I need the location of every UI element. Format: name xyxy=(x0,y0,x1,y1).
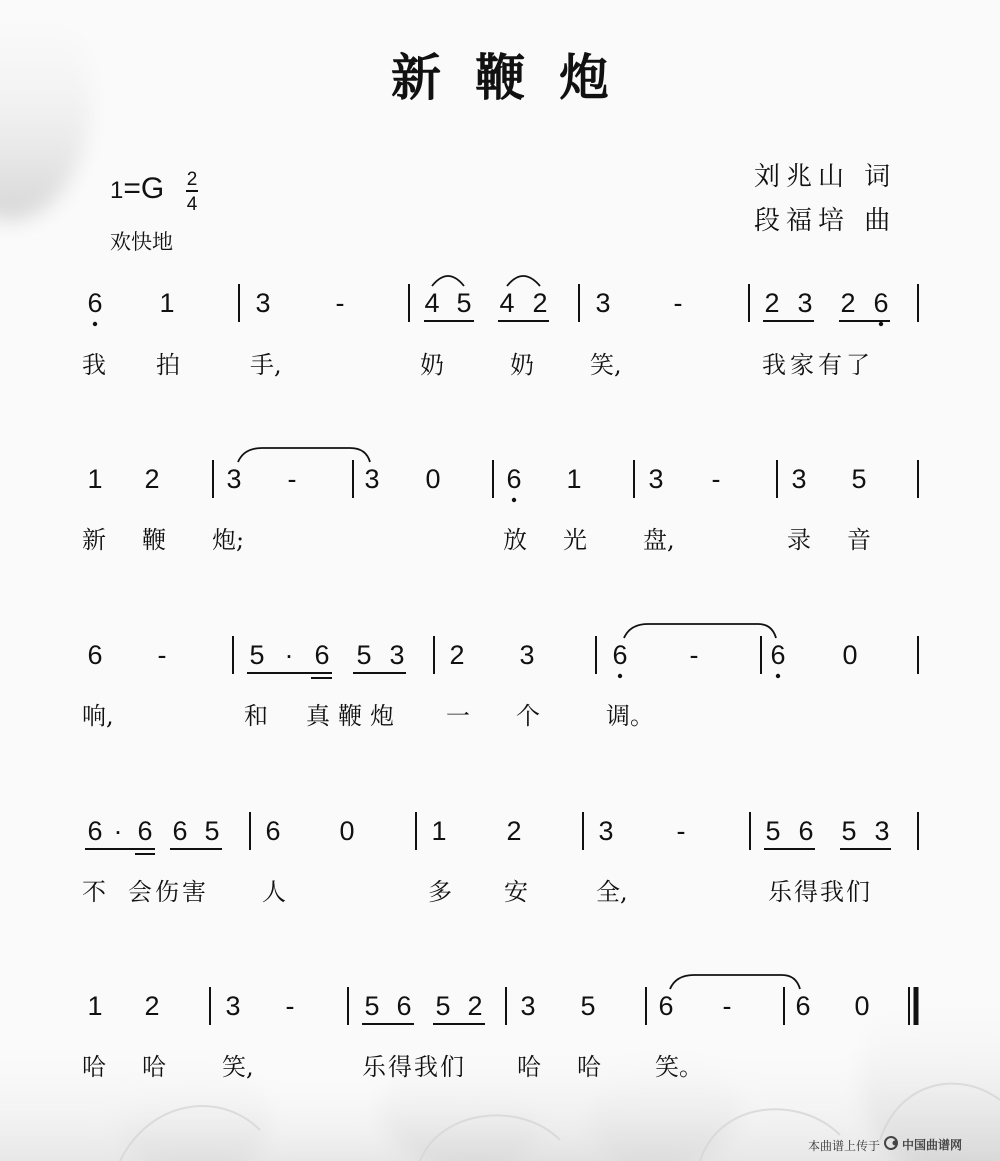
low-octave-dot xyxy=(93,322,97,326)
tie xyxy=(670,975,800,989)
note: 6 xyxy=(314,640,330,670)
note: 1 xyxy=(431,816,447,846)
lyric: 哈 xyxy=(577,1053,601,1081)
note: 3 xyxy=(598,816,614,846)
low-octave-dot xyxy=(776,674,780,678)
score-line-3 xyxy=(87,624,918,678)
lyric: 哈 xyxy=(142,1053,166,1081)
dot-mark: · xyxy=(113,816,123,846)
footer-site-name[interactable]: 中国曲谱网 xyxy=(902,1138,963,1152)
lyric: 奶 xyxy=(510,351,534,379)
score-line-2 xyxy=(87,448,918,502)
note: 2 xyxy=(144,991,160,1021)
note: 2 xyxy=(449,640,465,670)
lyric: 响, xyxy=(82,702,114,730)
dash: - xyxy=(157,640,167,670)
note: 3 xyxy=(520,991,536,1021)
dash: - xyxy=(287,464,297,494)
tie xyxy=(624,624,776,638)
note: 3 xyxy=(389,640,405,670)
lyric: 真鞭炮 xyxy=(306,702,402,730)
low-octave-dot xyxy=(512,498,516,502)
time-signature-bottom: 4 xyxy=(186,194,198,215)
dash: - xyxy=(722,991,732,1021)
score-line-4 xyxy=(85,812,918,854)
note: 6 xyxy=(87,288,103,318)
lyric: 录 xyxy=(787,526,811,554)
note: 1 xyxy=(87,464,103,494)
note: 1 xyxy=(566,464,582,494)
note: 6 xyxy=(795,991,811,1021)
note: 6 xyxy=(658,991,674,1021)
lyric: 一 xyxy=(446,702,470,730)
tempo-marking: 欢快地 xyxy=(110,230,173,254)
note: 4 xyxy=(424,288,440,318)
dash: - xyxy=(711,464,721,494)
lyric: 全, xyxy=(596,878,628,906)
note: 5 xyxy=(580,991,596,1021)
key-tonic-number: 1 xyxy=(110,177,124,204)
note: 3 xyxy=(364,464,380,494)
note: 2 xyxy=(467,991,483,1021)
note: 3 xyxy=(225,991,241,1021)
lyric: 笑。 xyxy=(655,1053,703,1081)
lyric: 乐得我们 xyxy=(768,878,872,906)
tie xyxy=(238,448,370,462)
lyric: 新 xyxy=(82,526,106,554)
note: 5 xyxy=(249,640,265,670)
low-octave-dot xyxy=(879,322,883,326)
note: 3 xyxy=(797,288,813,318)
slur xyxy=(507,276,540,286)
lyricist-credit: 刘兆山 词 xyxy=(754,162,897,192)
note: 1 xyxy=(87,991,103,1021)
note: 6 xyxy=(172,816,188,846)
composer-credit: 段福培 曲 xyxy=(754,206,897,236)
song-title: 新鞭炮 xyxy=(391,48,643,107)
lyric: 炮; xyxy=(212,526,245,554)
note: 6 xyxy=(770,640,786,670)
dash: - xyxy=(689,640,699,670)
note: 5 xyxy=(456,288,472,318)
lyric: 不 xyxy=(82,878,106,906)
lyric: 我家有了 xyxy=(762,351,874,379)
lyric: 人 xyxy=(262,878,286,906)
dash: - xyxy=(673,288,683,318)
lyric: 光 xyxy=(563,526,587,554)
key-name: =G xyxy=(123,172,165,205)
note: 3 xyxy=(226,464,242,494)
note: 5 xyxy=(765,816,781,846)
time-signature-top: 2 xyxy=(186,169,198,190)
lyric: 音 xyxy=(847,526,871,554)
lyric: 放 xyxy=(503,526,527,554)
lyric: 手, xyxy=(250,351,282,379)
score-line-1 xyxy=(87,276,918,326)
note: 3 xyxy=(595,288,611,318)
note: 5 xyxy=(364,991,380,1021)
lyric: 笑, xyxy=(590,351,622,379)
note: 5 xyxy=(435,991,451,1021)
note: 2 xyxy=(532,288,548,318)
note: 2 xyxy=(144,464,160,494)
note: 5 xyxy=(204,816,220,846)
lyric: 奶 xyxy=(420,351,444,379)
dash: - xyxy=(285,991,295,1021)
note: 1 xyxy=(159,288,175,318)
note: 6 xyxy=(265,816,281,846)
dash: - xyxy=(676,816,686,846)
note: 4 xyxy=(499,288,515,318)
note: 3 xyxy=(648,464,664,494)
note: 0 xyxy=(339,816,355,846)
note: 3 xyxy=(791,464,807,494)
note: 5 xyxy=(356,640,372,670)
lyric: 调。 xyxy=(606,702,654,730)
low-octave-dot xyxy=(618,674,622,678)
note: 6 xyxy=(612,640,628,670)
note: 6 xyxy=(396,991,412,1021)
lyric: 安 xyxy=(504,878,528,906)
note: 5 xyxy=(841,816,857,846)
lyric: 多 xyxy=(428,878,452,906)
note: 0 xyxy=(854,991,870,1021)
note: 6 xyxy=(798,816,814,846)
dot-mark: · xyxy=(284,640,294,670)
note: 6 xyxy=(87,816,103,846)
lyric: 个 xyxy=(516,702,540,730)
note: 6 xyxy=(87,640,103,670)
lyric: 鞭 xyxy=(142,526,166,554)
note: 2 xyxy=(764,288,780,318)
lyric: 哈 xyxy=(517,1053,541,1081)
lyric: 乐得我们 xyxy=(362,1053,466,1081)
note: 3 xyxy=(874,816,890,846)
lyric: 拍 xyxy=(156,351,180,379)
lyric: 笑, xyxy=(222,1053,254,1081)
note: 6 xyxy=(873,288,889,318)
note: 0 xyxy=(425,464,441,494)
note: 6 xyxy=(137,816,153,846)
lyric: 我 xyxy=(82,351,106,379)
lyric: 和 xyxy=(244,702,268,730)
score-line-5 xyxy=(87,975,916,1025)
note: 0 xyxy=(842,640,858,670)
note: 3 xyxy=(519,640,535,670)
note: 3 xyxy=(255,288,271,318)
lyric: 盘, xyxy=(643,526,675,554)
note: 6 xyxy=(506,464,522,494)
lyric: 会伤害 xyxy=(128,878,209,906)
slur xyxy=(432,276,464,286)
note: 2 xyxy=(840,288,856,318)
site-logo-icon xyxy=(884,1135,900,1149)
note: 2 xyxy=(506,816,522,846)
note: 5 xyxy=(851,464,867,494)
footer-uploaded-text: 本曲谱上传于 xyxy=(808,1139,881,1153)
dash: - xyxy=(335,288,345,318)
lyric: 哈 xyxy=(82,1053,106,1081)
